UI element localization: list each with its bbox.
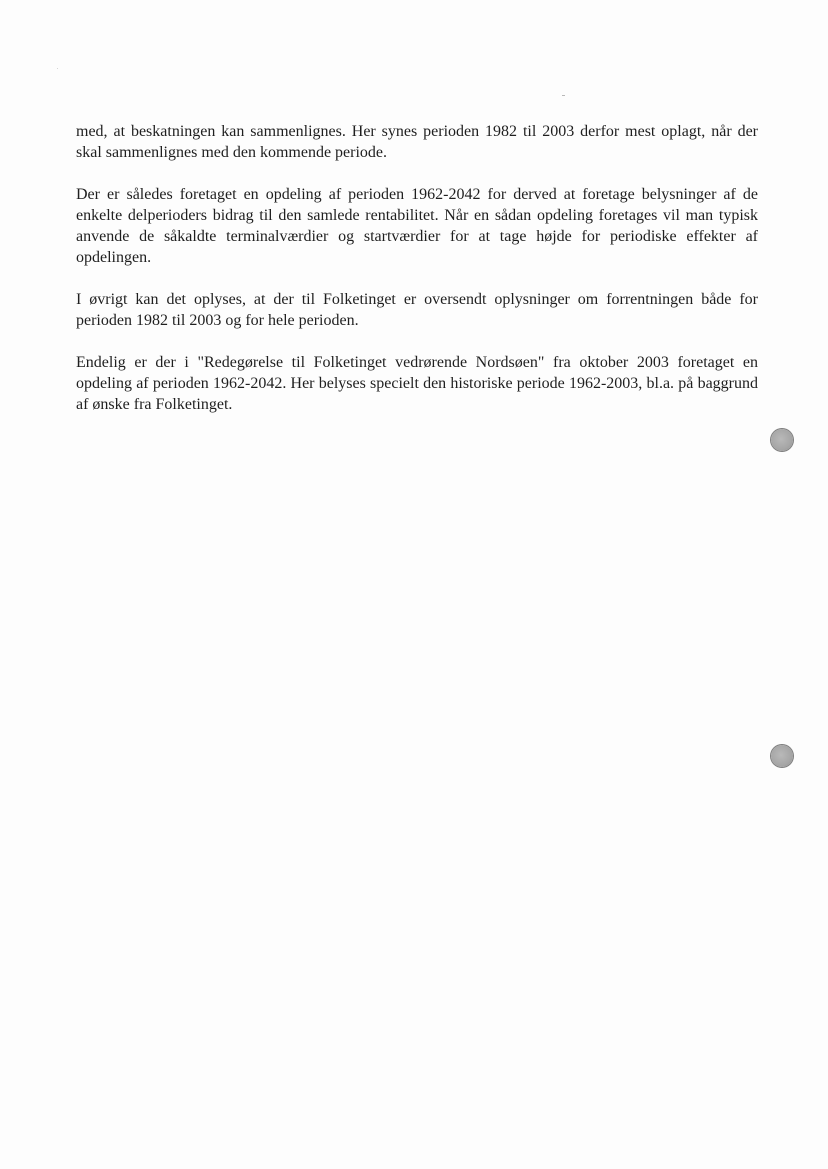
paragraph-4: Endelig er der i "Redegørelse til Folketinget vedrørende Nordsøen" fra oktober 2003 foretaget en opdeling af perioden 1962-2042. Her belyses specielt den historiske periode 1962-2003, bl.a. på baggrund af ønske fra Folketinget.	[76, 354, 758, 413]
body-text	[76, 121, 758, 436]
punch-hole-bottom	[771, 745, 793, 767]
paragraph-3: I øvrigt kan det oplyses, at der til Folketinget er oversendt oplysninger om forrentningen både for perioden 1982 til 2003 og for hele perioden.	[76, 291, 758, 329]
paragraph-1: med, at beskatningen kan sammenlignes. Her synes perioden 1982 til 2003 derfor mest oplagt, når der skal sammenlignes med den kommende periode.	[76, 123, 758, 161]
scan-speck	[57, 68, 58, 69]
scan-speck	[562, 95, 565, 96]
punch-hole-top	[771, 429, 793, 451]
paragraph-2: Der er således foretaget en opdeling af perioden 1962-2042 for derved at foretage belysninger af de enkelte delperioders bidrag til den samlede rentabilitet. Når en sådan opdeling foretages vil man typisk anvende de såkaldte terminalværdier og startværdier for at tage højde for periodiske effekter af opdelingen.	[76, 186, 758, 266]
